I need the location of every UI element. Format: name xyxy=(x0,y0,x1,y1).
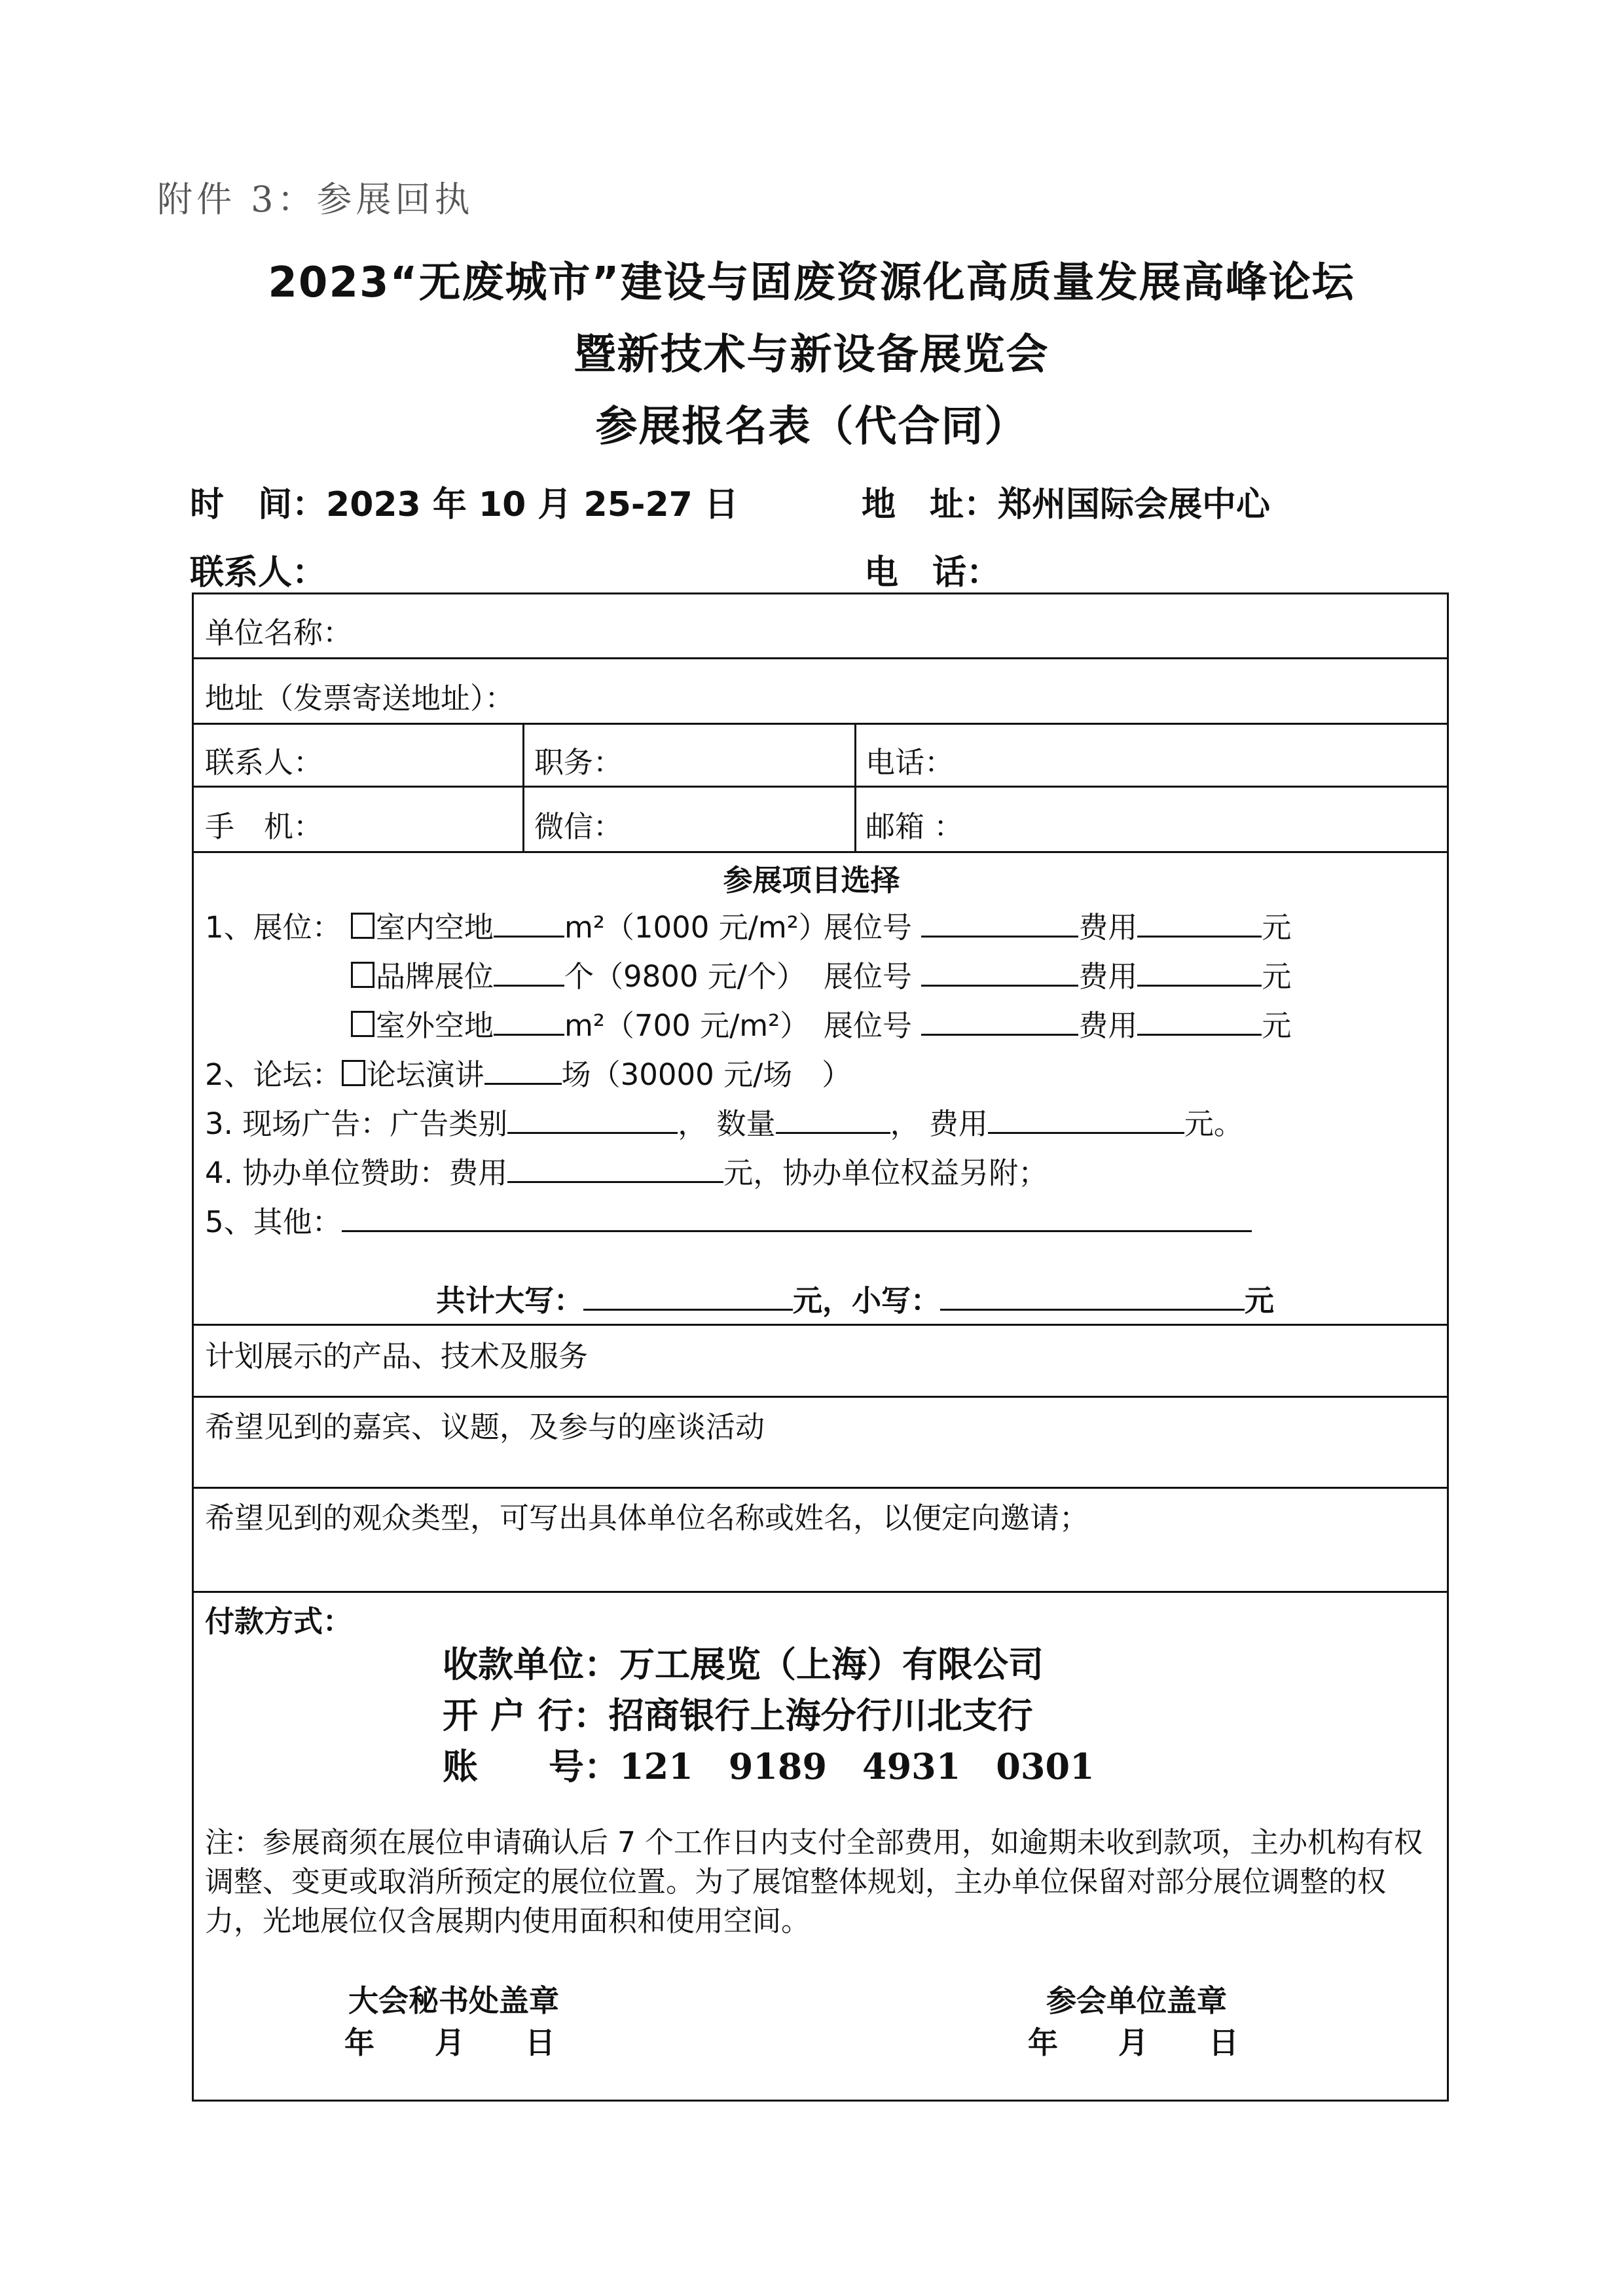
sponsor-prefix: 4. 协办单位赞助：费用 xyxy=(205,1156,508,1190)
blank-line[interactable] xyxy=(494,905,564,938)
participant-seal-label: 参会单位盖章 xyxy=(1046,1983,1227,2018)
divider xyxy=(854,723,856,851)
booth-number-fee-3 xyxy=(824,1002,1291,1044)
booth-number-fee-1 xyxy=(824,903,1291,946)
total-row xyxy=(436,1277,1274,1319)
contact-label: 联系人： xyxy=(205,745,323,780)
payee: 收款单位：万工展览（上海）有限公司 xyxy=(443,1643,1044,1685)
ad-fee-label: ， 费用 xyxy=(890,1106,988,1141)
checkbox[interactable] xyxy=(342,1060,365,1086)
company-name-label: 单位名称： xyxy=(205,615,353,650)
checkbox[interactable] xyxy=(351,1011,374,1037)
annex-label: 附件 3：参展回执 xyxy=(157,179,474,220)
blank-line[interactable] xyxy=(494,1004,564,1036)
items-heading: 参展项目选择 xyxy=(723,863,900,898)
blank-line[interactable] xyxy=(1137,955,1262,987)
divider xyxy=(192,723,1449,725)
forum-unit: 场（30000 元/场 ） xyxy=(561,1057,852,1092)
booth-number-label: 展位号 xyxy=(824,910,913,945)
booth-option-name: 室内空地 xyxy=(376,910,494,945)
ad-quantity-label: ， 数量 xyxy=(678,1106,776,1141)
time-label: 时 间： xyxy=(190,485,327,524)
form-phone-field[interactable] xyxy=(866,738,954,781)
guests-section[interactable] xyxy=(205,1403,765,1446)
blank-line[interactable] xyxy=(988,1102,1184,1134)
blank-line[interactable] xyxy=(484,1053,562,1085)
blank-line[interactable] xyxy=(494,955,564,987)
fee-label: 费用 xyxy=(1078,1008,1138,1043)
divider xyxy=(192,657,1449,659)
other-label: 5、其他： xyxy=(205,1205,342,1239)
blank-line[interactable] xyxy=(507,1151,723,1183)
bank: 开 户 行：招商银行上海分行川北支行 xyxy=(443,1694,1033,1736)
yuan-label: 元 xyxy=(1262,1008,1292,1043)
audience-label: 希望见到的观众类型，可写出具体单位名称或姓名，以便定向邀请； xyxy=(205,1501,1089,1535)
checkbox[interactable] xyxy=(351,913,374,939)
form-phone-label: 电话： xyxy=(866,745,955,780)
divider xyxy=(192,1487,1449,1489)
company-name-field[interactable] xyxy=(205,609,352,651)
invoice-address-field[interactable] xyxy=(205,674,515,717)
mobile-field[interactable] xyxy=(205,803,323,845)
divider xyxy=(192,851,1449,853)
address-label: 地 址： xyxy=(862,485,998,524)
blank-line[interactable] xyxy=(507,1102,678,1134)
yuan-label: 元 xyxy=(1262,910,1292,945)
forum-prefix: 2、论坛： xyxy=(205,1057,342,1092)
title-line-2: 暨新技术与新设备展览会 xyxy=(574,331,1049,379)
booth-option-name: 室外空地 xyxy=(376,1008,494,1043)
blank-line[interactable] xyxy=(940,1279,1245,1311)
products-label: 计划展示的产品、技术及服务 xyxy=(205,1339,589,1374)
blank-line[interactable] xyxy=(342,1200,1252,1232)
total-end: 元 xyxy=(1245,1283,1275,1318)
divider xyxy=(522,723,524,851)
divider xyxy=(192,1591,1449,1593)
time-value: 2023 年 10 月 25-27 日 xyxy=(326,485,739,524)
position-label: 职务： xyxy=(534,745,623,780)
booth-option-name: 品牌展位 xyxy=(376,959,494,994)
title-line-1: 2023“无废城市”建设与固废资源化高质量发展高峰论坛 xyxy=(268,259,1355,307)
email-field[interactable] xyxy=(866,803,963,845)
fee-label: 费用 xyxy=(1078,910,1138,945)
divider xyxy=(192,1396,1449,1398)
blank-line[interactable] xyxy=(583,1279,793,1311)
ad-row xyxy=(205,1100,1243,1142)
payment-note: 注：参展商须在展位申请确认后 7 个工作日内支付全部费用，如逾期未收到款项，主办机构有权调整、变更或取消所预定的展位位置。为了展馆整体规划，主办单位保留对部分展位调整的权力，光地展位仅含展期内使用面积和使用空间。 xyxy=(205,1826,1423,1938)
participant-seal-date[interactable]: 年 月 日 xyxy=(1028,2025,1239,2060)
booth-option-brand[interactable] xyxy=(351,953,806,995)
booth-prefix: 1、展位： xyxy=(205,910,342,945)
phone-label: 电 话： xyxy=(864,553,1001,592)
account-number: 账 号：121 9189 4931 0301 xyxy=(443,1745,1095,1787)
yuan-label: 元 xyxy=(1262,959,1292,994)
contact-field[interactable] xyxy=(205,738,323,781)
total-label: 共计大写： xyxy=(436,1283,584,1318)
event-address xyxy=(862,477,1270,526)
contact-person-label: 联系人： xyxy=(190,553,327,592)
title-line-3: 参展报名表（代合同） xyxy=(595,403,1028,451)
mobile-label: 手 机： xyxy=(205,809,323,844)
position-field[interactable] xyxy=(534,738,623,781)
forum-name: 论坛演讲 xyxy=(366,1057,484,1092)
blank-line[interactable] xyxy=(921,1004,1078,1036)
booth-option-unit: 个（9800 元/个） xyxy=(564,959,807,994)
organizer-seal-label: 大会秘书处盖章 xyxy=(348,1983,559,2018)
wechat-field[interactable] xyxy=(534,803,623,845)
email-label: 邮箱 ： xyxy=(866,809,964,844)
blank-line[interactable] xyxy=(921,905,1078,938)
blank-line[interactable] xyxy=(776,1102,890,1134)
checkbox[interactable] xyxy=(351,962,374,988)
booth-number-fee-2 xyxy=(824,953,1291,995)
sponsor-row xyxy=(205,1149,1048,1192)
divider xyxy=(192,786,1449,788)
booth-number-label: 展位号 xyxy=(824,959,913,994)
fee-label: 费用 xyxy=(1078,959,1138,994)
booth-option-outdoor[interactable] xyxy=(351,1002,809,1044)
audience-section[interactable] xyxy=(205,1494,1089,1537)
ad-end: 元。 xyxy=(1184,1106,1243,1141)
invoice-address-label: 地址（发票寄送地址）： xyxy=(205,681,515,716)
guests-label: 希望见到的嘉宾、议题，及参与的座谈活动 xyxy=(205,1410,765,1444)
blank-line[interactable] xyxy=(1137,1004,1262,1036)
booth-option-indoor[interactable] xyxy=(351,903,828,946)
blank-line[interactable] xyxy=(1137,905,1262,938)
booth-option-unit: m²（700 元/m²） xyxy=(564,1008,810,1043)
other-row xyxy=(205,1198,1252,1241)
sponsor-end: 元，协办单位权益另附； xyxy=(723,1156,1048,1190)
organizer-seal-date[interactable]: 年 月 日 xyxy=(344,2025,555,2060)
products-section[interactable] xyxy=(205,1332,588,1375)
total-mid: 元，小写： xyxy=(793,1283,941,1318)
blank-line[interactable] xyxy=(921,955,1078,987)
forum-row xyxy=(205,1051,851,1093)
booth-number-label: 展位号 xyxy=(824,1008,913,1043)
event-time xyxy=(190,477,739,526)
booth-option-unit: m²（1000 元/m²） xyxy=(564,910,828,945)
divider xyxy=(192,1324,1449,1326)
wechat-label: 微信： xyxy=(534,809,623,844)
ad-prefix: 3. 现场广告：广告类别 xyxy=(205,1106,508,1141)
address-value: 郑州国际会展中心 xyxy=(998,485,1271,524)
payment-heading: 付款方式： xyxy=(205,1604,353,1639)
